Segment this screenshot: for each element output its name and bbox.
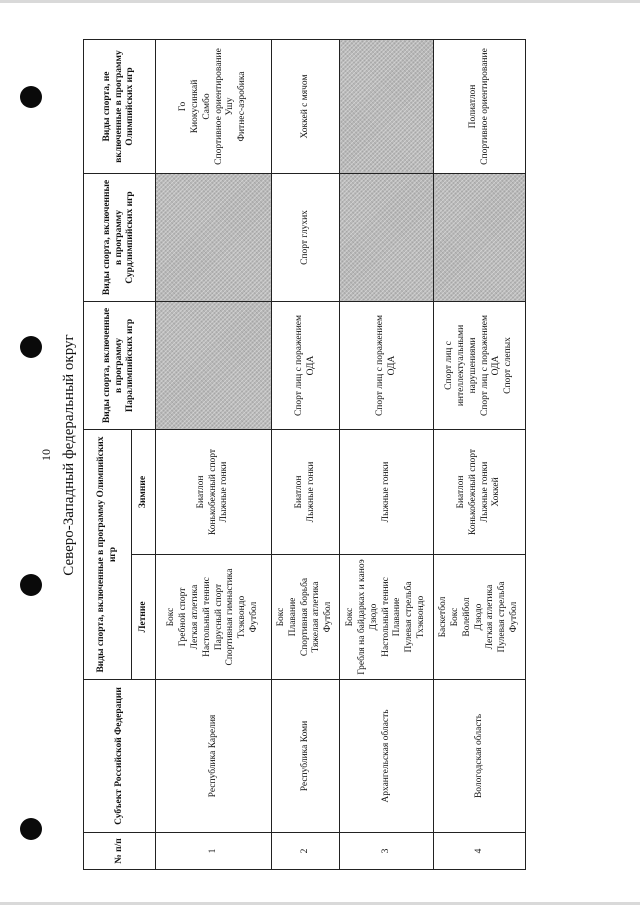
header-row	[84, 40, 132, 870]
cell-winter: Лыжные гонки	[340, 430, 434, 555]
table-row	[340, 40, 434, 870]
col-header-nonolympic: Виды спорта, не включенные в программу Олимпийских игр	[84, 40, 156, 174]
cell-nonolympic: Го Киокусинкай Самбо Спортивное ориентирование Ушу Фитнес-аэробика	[156, 40, 272, 174]
col-header-subject: Субъект Российской Федерации	[84, 680, 156, 833]
cell-subject: Республика Коми	[272, 680, 340, 833]
cell-summer: Баскетбол Бокс Волейбол Дзюдо Легкая атлетика Пулевая стрельба Футбол	[434, 555, 526, 680]
cell-winter: Биатлон Конькобежный спорт Лыжные гонки	[156, 430, 272, 555]
cell-surdlympic	[340, 174, 434, 302]
cell-nonolympic: Полиатлон Спортивное ориентирование	[434, 40, 526, 174]
cell-subject: Архангельская область	[340, 680, 434, 833]
page-heading: Северо-Западный федеральный округ	[61, 334, 77, 576]
col-header-num: № п/п	[84, 833, 156, 870]
col-header-surdlympic: Виды спорта, включенные в программу Сурдлимпийских игр	[84, 174, 156, 302]
col-header-summer: Летние	[132, 555, 156, 680]
cell-summer: Бокс Гребной спорт Легкая атлетика Настольный теннис Парусный спорт Спортивная гимнастика Тхэквондо Футбол	[156, 555, 272, 680]
cell-paralympic: Спорт лиц с интеллектуальными нарушениями Спорт лиц с поражением ОДА Спорт слепых	[434, 302, 526, 430]
page-number: 10	[39, 449, 53, 461]
cell-num: 1	[156, 833, 272, 870]
cell-num: 4	[434, 833, 526, 870]
cell-paralympic: Спорт лиц с поражением ОДА	[340, 302, 434, 430]
table-row	[272, 40, 340, 870]
scan-top-edge	[0, 0, 640, 3]
cell-winter: Биатлон Лыжные гонки	[272, 430, 340, 555]
col-header-paralympic: Виды спорта, включенные в программу Паралимпийских игр	[84, 302, 156, 430]
col-header-olympic: Виды спорта, включенные в программу Олимпийских игр	[84, 430, 132, 680]
cell-summer: Бокс Гребля на байдарках и каноэ Дзюдо Настольный теннис Плавание Пулевая стрельба Тхэквондо	[340, 555, 434, 680]
cell-surdlympic	[434, 174, 526, 302]
rotated-page	[35, 40, 527, 870]
cell-subject: Республика Карелия	[156, 680, 272, 833]
cell-summer: Бокс Плавание Спортивная борьба Тяжелая атлетика Футбол	[272, 555, 340, 680]
cell-nonolympic: Хоккей с мячом	[272, 40, 340, 174]
cell-winter: Биатлон Конькобежный спорт Лыжные гонки Хоккей	[434, 430, 526, 555]
cell-paralympic	[156, 302, 272, 430]
cell-nonolympic	[340, 40, 434, 174]
col-header-winter: Зимние	[132, 430, 156, 555]
cell-subject: Вологодская область	[434, 680, 526, 833]
cell-num: 3	[340, 833, 434, 870]
cell-paralympic: Спорт лиц с поражением ОДА	[272, 302, 340, 430]
table-row	[156, 40, 272, 870]
cell-surdlympic	[156, 174, 272, 302]
cell-num: 2	[272, 833, 340, 870]
sports-table	[83, 39, 526, 870]
cell-surdlympic: Спорт глухих	[272, 174, 340, 302]
table-row	[434, 40, 526, 870]
